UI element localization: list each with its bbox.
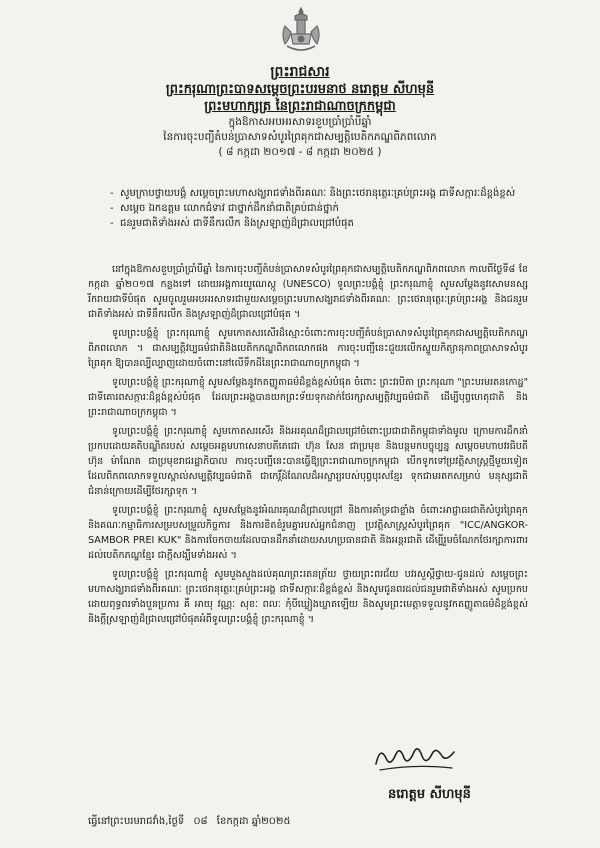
dateline-day: ០៨ bbox=[193, 816, 208, 827]
body-paragraph: ទូលព្រះបង្គំខ្ញុំ ព្រះករុណាខ្ញុំ សូមបួងសួងដល់គុណព្រះរតនត្រ័យ ថ្វាយព្រះពរជ័យ បវរសួស្តីថ្វាយ-ជូនដល់ សម្តេចព្រះមហាសង្ឃរាជទាំងពីរគណៈ ព្រះថេរានុត្ថេរៈគ្រប់ព្រះអង្គ ជាទីសក្ការៈដ៏ខ្ពង់ខ្ពស់ និងសូមជូនពរដល់ជនរួមជាតិទាំងអស់ សូមប្រកបដោយពុទ្ធពរទាំងបួនប្រការ គឺ អាយុ វណ្ណៈ សុខៈ ពលៈ កុំបីឃ្លៀងឃ្លាតឡើយ និងសូមព្រះមេត្តាទទួលនូវកតញ្ញូតាធម៌ដ៏ខ្ពង់ខ្ពស់ និងក្តីស្រឡាញ់ដ៏ជ្រាលជ្រៅបំផុតអំពីទូលព្រះបង្គំខ្ញុំ ព្រះករុណាខ្ញុំ ។ bbox=[88, 569, 528, 625]
letter-body bbox=[88, 262, 528, 631]
royal-coat-of-arms bbox=[277, 6, 325, 56]
body-paragraph: ទូលព្រះបង្គំខ្ញុំ ព្រះករុណាខ្ញុំ សូមសម្តែងនូវកតញ្ញូតាធម៌ដ៏ខ្ពង់ខ្ពស់បំផុត ចំពោះ ព្រះវរបិតា ព្រះករុណា "ព្រះបរមរតនកោដ្ឋ" ជាទីគោរពសក្ការៈដ៏ខ្ពង់ខ្ពស់បំផុត ដែលព្រះអង្គបានយកព្រះទ័យទុកដាក់ថែរក្សាសម្បត្តិវប្បធម៌ជាតិ ដើម្បីបុព្វហេតុជាតិ និងព្រះរាជាណាចក្រកម្ពុជា ។ bbox=[88, 377, 528, 418]
occasion-line-3: ( ៨ កក្កដា ២០១៧ - ៨ កក្កដា ២០២៥ ) bbox=[218, 146, 382, 158]
recipient-item: - ជនរួមជាតិទាំងអស់ ជាទីនឹករលឹក និងស្រឡាញ់ដ៏ជ្រាលជ្រៅបំផុត bbox=[110, 218, 354, 229]
recipient-list bbox=[110, 186, 520, 231]
occasion-line-2: នៃការចុះបញ្ជីតំបន់ប្រាសាទសំបូរព្រៃគុកជាសម្បត្តិបេតិកភណ្ឌពិភពលោក bbox=[163, 131, 437, 143]
dateline-month-year: ខែកក្កដា ឆ្នាំ២០២៥ bbox=[216, 816, 291, 827]
occasion-line-1: ក្នុងឱកាសអបអរសាទរខួបប្រាំប្រាំបីឆ្នាំ bbox=[228, 116, 372, 128]
body-paragraph: ទូលព្រះបង្គំខ្ញុំ ព្រះករុណាខ្ញុំ សូមកោតសរសើរ និងអរគុណដ៏ជ្រាលជ្រៅចំពោះប្រជាជាតិកម្ពុជាទាំងមូល ក្រោមការដឹកនាំប្រកបដោយគតិបណ្ឌិតរបស់ សម្តេចអគ្គមហាសេនាបតីតេជោ ហ៊ុន សែន ជាប្រមុខ និងបន្តមកបច្ចុប្បន្ន សម្តេចមហាបវរធិបតី ហ៊ុន ម៉ាណែត ជាប្រមុខរាជរដ្ឋាភិបាល ការចុះបញ្ជីនេះបានធ្វើឱ្យព្រះរាជាណាចក្រកម្ពុជា បើកទូកទៅប្រវត្តិសាស្ត្រថ្មីមួយទៀត ដែលពិភពលោកទទួលស្គាល់សម្បត្តិវប្បធម៌ជាតិ ជាកេរ្តិ៍ដំណែលដ៏អស្ចារ្យរបស់បុព្វបុរសខ្មែរ ទុកជាមរតកសម្រាប់ មនុស្សជាតិជំនាន់ក្រោយដើម្បីថែរក្សាទុក ។ bbox=[88, 426, 528, 497]
body-paragraph: ទូលព្រះបង្គំខ្ញុំ ព្រះករុណាខ្ញុំ សូមសម្តែងនូវអំណរគុណដ៏ជ្រាលជ្រៅ និងការគាំទ្រជាខ្លាំង ចំពោះអាជ្ញាធរជាតិសំបូរព្រៃគុក និងគណៈកម្មាធិការសម្របសម្រួលកិច្ចការ និងការខិតខំរួមគ្នារបស់អ្នកជំនាញ ប្រវត្តិសាស្ត្រសំបូរព្រៃគុក "ICC/ANGKOR-SAMBOR PREI KUK" និងការចែកចាយដែលបានដឹកនាំដោយសហប្រធានជាតិ និងអន្តរជាតិ ដើម្បីរួមចំណែកថែរក្សាការពារដល់បេតិកភណ្ឌខ្មែរ ជាក្តីសង្ឃឹមទាំងអស់ ។ bbox=[88, 505, 528, 561]
recipient-item: - សម្តេច ឯកឧត្តម លោកជំទាវ ជាថ្នាក់ដឹកនាំជាតិគ្រប់ជាន់ថ្នាក់ bbox=[110, 203, 339, 214]
recipient-item: - សូមក្រាបថ្វាយបង្គំ សម្តេចព្រះមហាសង្ឃរាជទាំងពីរគណៈ និងព្រះថេរានុត្ថេរៈគ្រប់ព្រះអង្គ ជាទីសក្ការៈដ៏ខ្ពង់ខ្ពស់ bbox=[110, 188, 516, 199]
signer-name: នរោត្តម សីហមុនី bbox=[388, 787, 471, 802]
letter-heading: ព្រះរាជសារ bbox=[270, 64, 330, 80]
body-paragraph: នៅក្នុងឱកាសខួបប្រាំប្រាំបីឆ្នាំ នៃការចុះបញ្ជីតំបន់ប្រាសាទសំបូរព្រៃគុកជាសម្បត្តិបេតិកភណ្ឌពិភពលោក កាលពីថ្ងៃទី៨ ខែកក្កដា ឆ្នាំ២០១៧ កន្លងទៅ ដោយអង្គការយូណេស្កូ (UNESCO) ទូលព្រះបង្គំខ្ញុំ ព្រះករុណាខ្ញុំ សូមសម្តែងនូវសោមនស្សរីករាយជាទីបំផុត សូមចូលរួមអបអរសាទរជាមួយសម្តេចព្រះមហាសង្ឃរាជទាំងពីរគណៈ ព្រះថេរានុត្ថេរៈគ្រប់ព្រះអង្គ និងជនរួមជាតិទាំងអស់ ជាទីនឹករលឹក និងស្រឡាញ់ដ៏ជ្រាលជ្រៅបំផុត ។ bbox=[88, 264, 528, 320]
dateline bbox=[88, 814, 297, 829]
king-role: ព្រះមហាក្សត្រ នៃព្រះរាជាណាចក្រកម្ពុជា bbox=[204, 99, 396, 114]
body-paragraph: ទូលព្រះបង្គំខ្ញុំ ព្រះករុណាខ្ញុំ សូមកោតសរសើរដ៏ស្មោះចំពោះការចុះបញ្ជីតំបន់ប្រាសាទសំបូរព្រៃគុកជាសម្បត្តិបេតិកភណ្ឌពិភពលោក ។ ជាសម្បត្តិវប្បធម៌ជាតិនិងបេតិកភណ្ឌពិភពលោកផង ការចុះបញ្ជីនេះជួយលើកស្ទួយកិត្យានុភាពប្រាសាទសំបូរព្រៃគុក ឱ្យបានល្បីល្បាញដោយចំពោះនៅលើទឹកដីនៃព្រះរាជាណាចក្រកម្ពុជា ។ bbox=[88, 328, 528, 369]
dateline-place: ធ្វើនៅព្រះបរមរាជវាំង,ថ្ងៃទី bbox=[88, 816, 185, 827]
letter-header bbox=[60, 64, 540, 160]
king-title: ព្រះករុណាព្រះបាទសម្តេចព្រះបរមនាថ នរោត្តម សីហមុនី bbox=[165, 82, 435, 97]
handwritten-signature bbox=[370, 740, 460, 774]
